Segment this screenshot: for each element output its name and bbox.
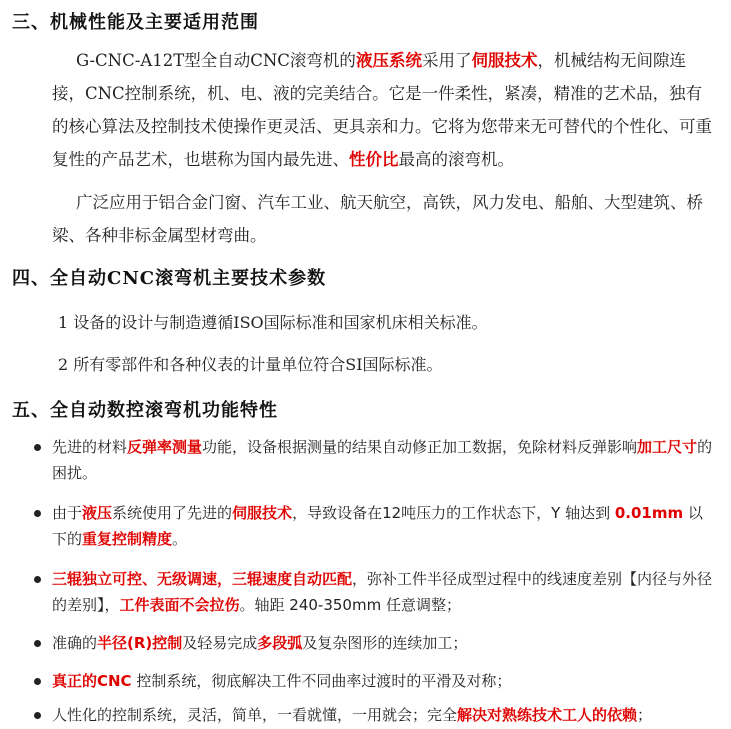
section-3-paragraph-1: G-CNC-A12T型全自动CNC滚弯机的液压系统采用了伺服技术，机械结构无间隙连接，CNC控制系统，机、电、液的完美结合。它是一件柔性，紧凑，精准的艺术品，独有的核心算法及控制技术使操作更灵活、更具亲和力。它将为您带来无可替代的个性化、可重复性的产品艺术，也堪称为国内最先进、性价比最高的滚弯机。 bbox=[52, 51, 712, 169]
feature-bullet-2: 由于液压系统使用了先进的伺服技术，导致设备在12吨压力的工作状态下，Y 轴达到 0.01mm 以下的重复控制精度。 bbox=[34, 500, 714, 552]
feature-bullet-4: 准确的半径(R)控制及轻易完成多段弧及复杂图形的连续加工； bbox=[34, 630, 714, 656]
section-4-heading: 四、全自动CNC滚弯机主要技术参数 bbox=[12, 268, 327, 289]
section-3-paragraph-2: 广泛应用于铝合金门窗、汽车工业、航天航空，高铁，风力发电、船舶、大型建筑、桥梁、各种非标金属型材弯曲。 bbox=[52, 193, 703, 245]
bullet-dot-icon bbox=[34, 712, 41, 719]
feature-bullet-3: 三辊独立可控、无级调速，三辊速度自动匹配，弥补工件半径成型过程中的线速度差别【内径与外径的差别】，工件表面不会拉伤。轴距 240-350mm 任意调整； bbox=[34, 566, 714, 618]
bullet-dot-icon bbox=[34, 678, 41, 685]
bullet-dot-icon bbox=[34, 640, 41, 647]
section-5-heading: 五、全自动数控滚弯机功能特性 bbox=[12, 400, 278, 421]
feature-bullet-5: 真正的CNC 控制系统，彻底解决工件不同曲率过渡时的平滑及对称； bbox=[34, 668, 714, 694]
bullet-dot-icon bbox=[34, 510, 41, 517]
bullet-dot-icon bbox=[34, 576, 41, 583]
section-4-item-2: 2 所有零部件和各种仪表的计量单位符合SI国际标准。 bbox=[58, 355, 443, 374]
bullet-dot-icon bbox=[34, 444, 41, 451]
feature-bullet-1: 先进的材料反弹率测量功能，设备根据测量的结果自动修正加工数据，免除材料反弹影响加工尺寸的困扰。 bbox=[34, 434, 714, 486]
section-3-heading: 三、机械性能及主要适用范围 bbox=[12, 12, 259, 33]
section-4-item-1: 1 设备的设计与制造遵循ISO国际标准和国家机床相关标准。 bbox=[58, 313, 488, 332]
feature-bullet-6: 人性化的控制系统，灵活，简单，一看就懂，一用就会；完全解决对熟练技术工人的依赖； bbox=[34, 702, 714, 728]
